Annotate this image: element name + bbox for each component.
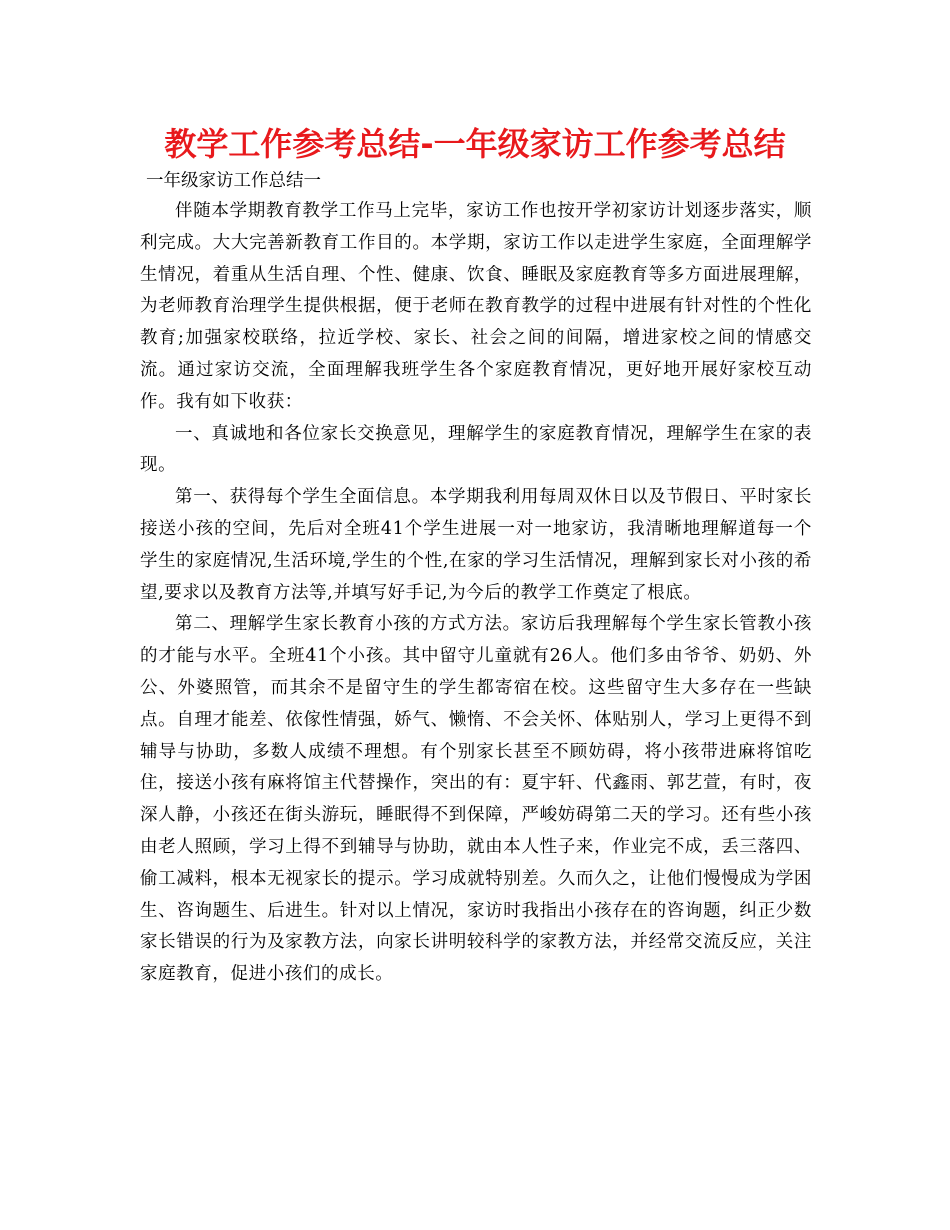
paragraph: 一、真诚地和各位家长交换意见，理解学生的家庭教育情况，理解学生在家的表现。 xyxy=(140,423,812,476)
paragraph: 第一、获得每个学生全面信息。本学期我利用每周双休日以及节假日、平时家长接送小孩的空间，先后对全班41个学生进展一对一地家访，我清晰地理解道每一个学生的家庭情况,生活环境,学生的个性,在家的学习生活情况，理解到家长对小孩的希望,要求以及教育方法等,并填写好手记,为今后的教学工作奠定了根底。 xyxy=(140,487,812,603)
document-title: 教学工作参考总结-一年级家访工作参考总结 xyxy=(164,125,786,163)
document-subtitle: 一年级家访工作总结一 xyxy=(146,171,321,191)
paragraph: 伴随本学期教育教学工作马上完毕，家访工作也按开学初家访计划逐步落实，顺利完成。大大完善新教育工作目的。本学期，家访工作以走进学生家庭，全面理解学生情况，着重从生活自理、个性、健康、饮食、睡眠及家庭教育等多方面进展理解，为老师教育治理学生提供根据，便于老师在教育教学的过程中进展有针对性的个性化教育;加强家校联络，拉近学校、家长、社会之间的间隔，增进家校之间的情感交流。通过家访交流，全面理解我班学生各个家庭教育情况，更好地开展好家校互动作。我有如下收获： xyxy=(140,201,812,412)
document-body xyxy=(140,196,812,991)
paragraph: 第二、理解学生家长教育小孩的方式方法。家访后我理解每个学生家长管教小孩的才能与水平。全班41个小孩。其中留守儿童就有26人。他们多由爷爷、奶奶、外公、外婆照管，而其余不是留守生的学生都寄宿在校。这些留守生大多存在一些缺点。自理才能差、依傢性情强，娇气、懒惰、不会关怀、体贴别人，学习上更得不到辅导与协助，多数人成绩不理想。有个别家长甚至不顾妨碍，将小孩带进麻将馆吃住，接送小孩有麻将馆主代替操作，突出的有：夏宇轩、代鑫雨、郭艺萱，有时，夜深人静，小孩还在街头游玩，睡眠得不到保障，严峻妨碍第二天的学习。还有些小孩由老人照顾，学习上得不到辅导与协助，就由本人性子来，作业完不成，丢三落四、偷工减料，根本无视家长的提示。学习成就特别差。久而久之，让他们慢慢成为学困生、咨询题生、后进生。针对以上情况，家访时我指出小孩存在的咨询题，纠正少数家长错误的行为及家教方法，向家长讲明较科学的家教方法，并经常交流反应，关注家庭教育，促进小孩们的成长。 xyxy=(140,614,812,985)
